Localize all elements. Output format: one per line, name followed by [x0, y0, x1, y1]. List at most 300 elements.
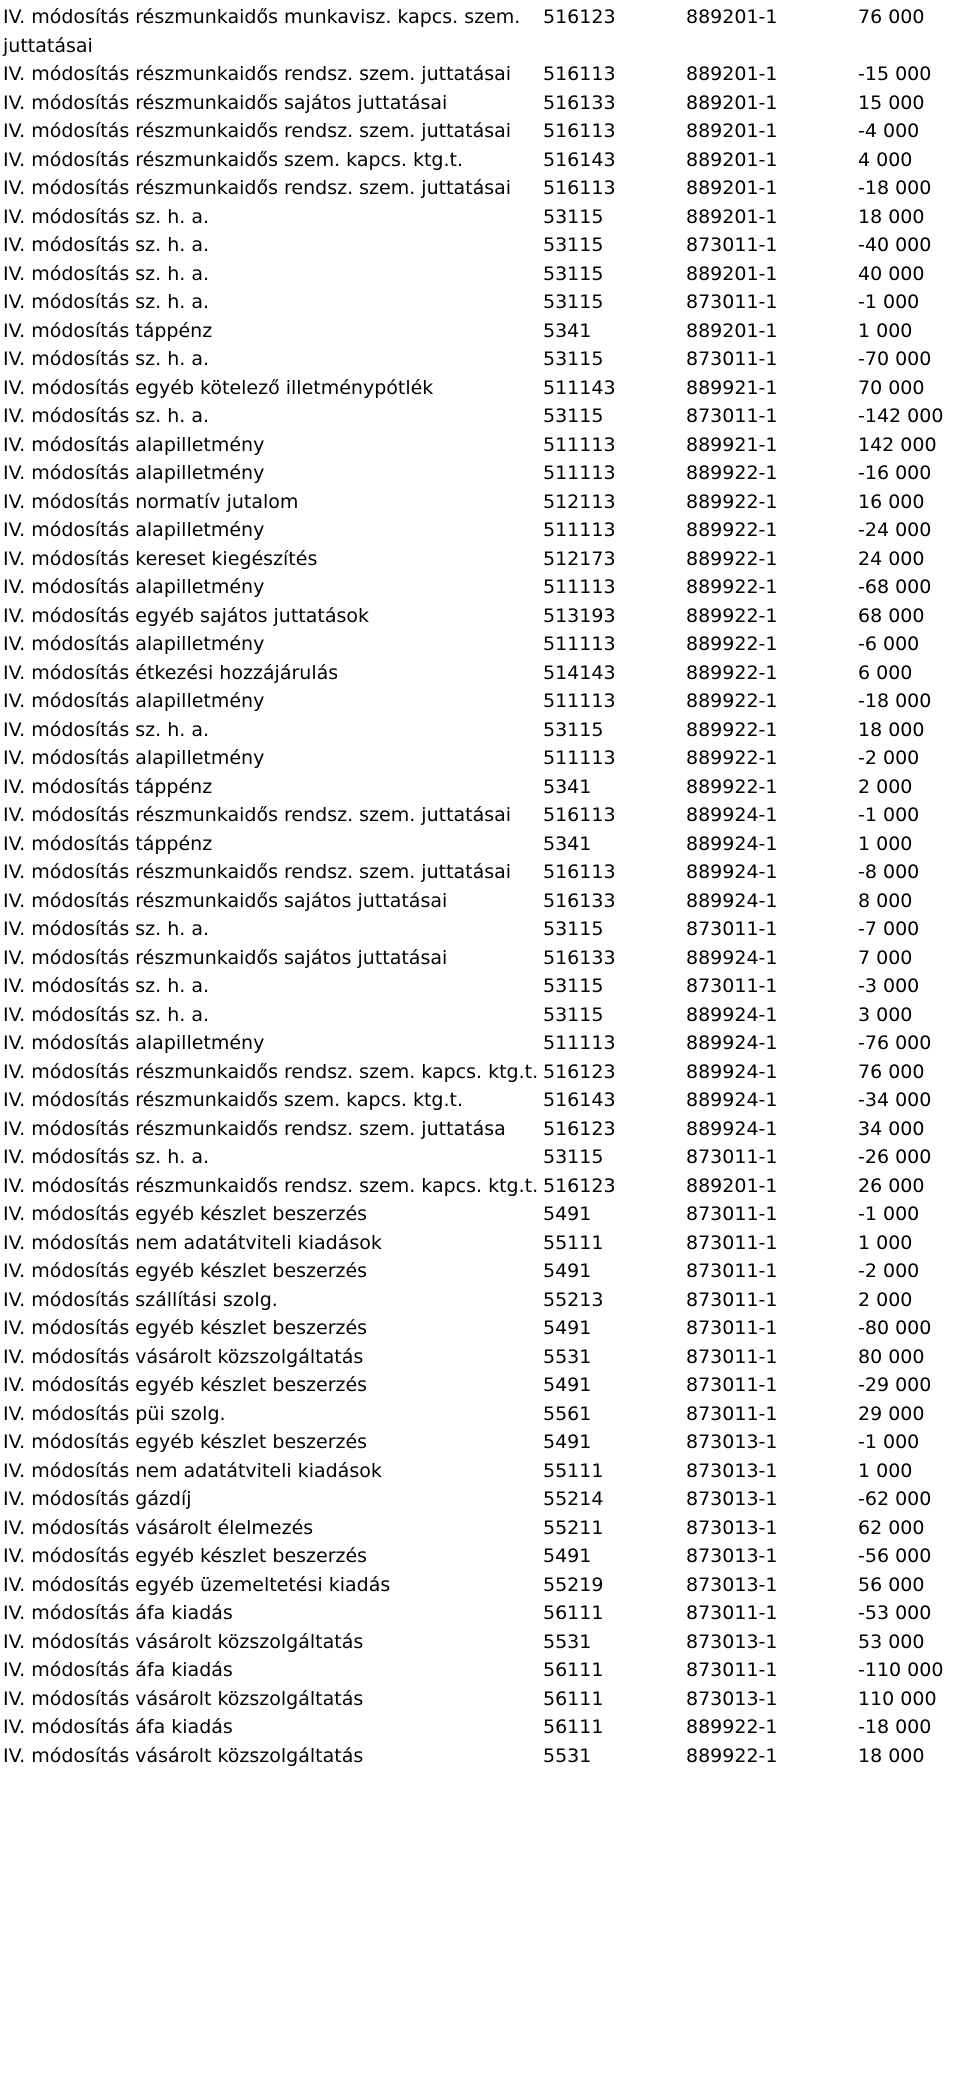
row-amount: -142 000	[858, 405, 944, 427]
row-account-code: 511113	[543, 519, 616, 541]
row-amount: -3 000	[858, 975, 920, 997]
row-function-code: 889922-1	[686, 661, 778, 684]
row-amount: -2 000	[858, 1260, 920, 1282]
row-account-code: 53115	[543, 718, 604, 741]
row-account-code: 511113	[543, 690, 616, 712]
row-amount: 4 000	[858, 148, 913, 171]
row-description: IV. módosítás alapilletmény	[3, 747, 265, 769]
row-amount: 53 000	[858, 1630, 925, 1653]
row-amount: -18 000	[858, 690, 932, 712]
table-row	[3, 1058, 960, 1087]
row-amount: -18 000	[858, 1716, 932, 1738]
row-description: IV. módosítás sz. h. a.	[3, 348, 210, 370]
row-function-code: 889922-1	[686, 547, 778, 570]
table-row	[3, 1457, 960, 1486]
row-function-code: 889201-1	[686, 63, 778, 85]
row-description: IV. módosítás szállítási szolg.	[3, 1288, 278, 1311]
table-row	[3, 744, 960, 773]
row-account-code: 511113	[543, 633, 616, 655]
row-function-code: 889201-1	[686, 177, 778, 199]
table-row	[3, 1029, 960, 1058]
row-function-code: 873011-1	[686, 1203, 778, 1225]
row-function-code: 889922-1	[686, 604, 778, 627]
row-description: IV. módosítás egyéb készlet beszerzés	[3, 1317, 368, 1339]
row-account-code: 53115	[543, 405, 604, 427]
row-amount: -1 000	[858, 804, 920, 826]
row-description: IV. módosítás részmunkaidős rendsz. szem. juttatásai	[3, 177, 512, 199]
row-function-code: 873011-1	[686, 1602, 778, 1624]
row-account-code: 53115	[543, 234, 604, 256]
table-row	[3, 402, 960, 431]
row-amount: 1 000	[858, 1231, 913, 1254]
row-amount: 70 000	[858, 376, 925, 399]
table-row	[3, 1172, 960, 1201]
row-account-code: 55214	[543, 1488, 604, 1510]
row-account-code: 5341	[543, 775, 592, 798]
row-description: IV. módosítás vásárolt közszolgáltatás	[3, 1345, 364, 1368]
row-account-code: 511113	[543, 576, 616, 598]
row-function-code: 889922-1	[686, 576, 778, 598]
row-description: IV. módosítás sz. h. a.	[3, 975, 210, 997]
table-row	[3, 459, 960, 488]
table-row	[3, 1371, 960, 1400]
table-row	[3, 288, 960, 317]
row-description: IV. módosítás vásárolt élelmezés	[3, 1516, 314, 1539]
row-description: IV. módosítás táppénz	[3, 832, 213, 855]
table-row	[3, 545, 960, 574]
row-account-code: 5341	[543, 319, 592, 342]
table-row	[3, 1200, 960, 1229]
row-function-code: 889922-1	[686, 462, 778, 484]
row-description: IV. módosítás alapilletmény	[3, 690, 265, 712]
row-function-code: 889922-1	[686, 747, 778, 769]
row-description: IV. módosítás egyéb készlet beszerzés	[3, 1374, 368, 1396]
row-description: IV. módosítás sz. h. a.	[3, 1146, 210, 1168]
table-row	[3, 203, 960, 232]
row-description: IV. módosítás részmunkaidős rendsz. szem. kapcs. ktg.t.	[3, 1174, 539, 1197]
row-amount: -76 000	[858, 1032, 932, 1054]
row-function-code: 873011-1	[686, 348, 778, 370]
row-amount: 3 000	[858, 1003, 913, 1026]
row-account-code: 53115	[543, 975, 604, 997]
row-function-code: 889924-1	[686, 889, 778, 912]
row-account-code: 55213	[543, 1288, 604, 1311]
row-account-code: 53115	[543, 1146, 604, 1168]
row-description: IV. módosítás egyéb üzemeltetési kiadás	[3, 1573, 391, 1596]
row-function-code: 889924-1	[686, 1117, 778, 1140]
row-description: IV. módosítás egyéb készlet beszerzés	[3, 1545, 368, 1567]
table-row	[3, 89, 960, 118]
row-account-code: 56111	[543, 1602, 604, 1624]
row-function-code: 889201-1	[686, 205, 778, 228]
row-amount: -62 000	[858, 1488, 932, 1510]
row-account-code: 516113	[543, 804, 616, 826]
row-function-code: 889922-1	[686, 690, 778, 712]
row-description: IV. módosítás részmunkaidős rendsz. szem. juttatásai	[3, 120, 512, 142]
row-account-code: 56111	[543, 1659, 604, 1681]
row-description: IV. módosítás alapilletmény	[3, 519, 265, 541]
row-account-code: 5491	[543, 1545, 592, 1567]
table-row	[3, 630, 960, 659]
row-description: IV. módosítás vásárolt közszolgáltatás	[3, 1744, 364, 1767]
row-account-code: 53115	[543, 262, 604, 285]
table-row	[3, 60, 960, 89]
row-amount: 76 000	[858, 1060, 925, 1083]
table-row	[3, 1286, 960, 1315]
table-row	[3, 573, 960, 602]
row-amount: -15 000	[858, 63, 932, 85]
table-row	[3, 1086, 960, 1115]
row-amount: -1 000	[858, 1431, 920, 1453]
row-description: IV. módosítás részmunkaidős szem. kapcs. ktg.t.	[3, 1089, 464, 1111]
row-amount: -1 000	[858, 1203, 920, 1225]
table-row	[3, 488, 960, 517]
table-row	[3, 1599, 960, 1628]
row-amount: 7 000	[858, 946, 913, 969]
row-function-code: 873011-1	[686, 1146, 778, 1168]
table-row	[3, 117, 960, 146]
row-description: IV. módosítás részmunkaidős sajátos juttatásai	[3, 889, 448, 912]
row-description: IV. módosítás áfa kiadás	[3, 1716, 233, 1738]
row-account-code: 516123	[543, 1174, 616, 1197]
row-description: IV. módosítás normatív jutalom	[3, 490, 299, 513]
row-account-code: 5491	[543, 1374, 592, 1396]
table-row	[3, 801, 960, 830]
table-row	[3, 915, 960, 944]
table-row	[3, 1001, 960, 1030]
row-function-code: 889922-1	[686, 1744, 778, 1767]
budget-modification-list	[3, 3, 960, 1770]
table-row	[3, 3, 960, 60]
row-amount: 80 000	[858, 1345, 925, 1368]
row-amount: 1 000	[858, 832, 913, 855]
row-description: IV. módosítás áfa kiadás	[3, 1659, 233, 1681]
row-function-code: 889922-1	[686, 1716, 778, 1738]
row-account-code: 5341	[543, 832, 592, 855]
row-description: IV. módosítás sz. h. a.	[3, 1003, 210, 1026]
table-row	[3, 231, 960, 260]
row-function-code: 889924-1	[686, 1032, 778, 1054]
table-row	[3, 1742, 960, 1771]
row-description: IV. módosítás táppénz	[3, 775, 213, 798]
row-account-code: 55219	[543, 1573, 604, 1596]
row-description: IV. módosítás egyéb kötelező illetménypótlék	[3, 376, 434, 399]
row-function-code: 889922-1	[686, 490, 778, 513]
row-function-code: 889924-1	[686, 1089, 778, 1111]
row-amount: -2 000	[858, 747, 920, 769]
row-amount: 56 000	[858, 1573, 925, 1596]
row-description: IV. módosítás vásárolt közszolgáltatás	[3, 1687, 364, 1710]
row-function-code: 873013-1	[686, 1687, 778, 1710]
table-row	[3, 716, 960, 745]
row-description: IV. módosítás alapilletmény	[3, 1032, 265, 1054]
row-function-code: 889924-1	[686, 804, 778, 826]
table-row	[3, 1571, 960, 1600]
row-account-code: 516113	[543, 120, 616, 142]
row-function-code: 889924-1	[686, 1060, 778, 1083]
row-description: IV. módosítás sz. h. a.	[3, 405, 210, 427]
row-account-code: 512173	[543, 547, 616, 570]
row-amount: -53 000	[858, 1602, 932, 1624]
table-row	[3, 1314, 960, 1343]
row-function-code: 889921-1	[686, 433, 778, 456]
row-description: IV. módosítás egyéb készlet beszerzés	[3, 1260, 368, 1282]
row-amount: 18 000	[858, 718, 925, 741]
table-row	[3, 1143, 960, 1172]
row-amount: 62 000	[858, 1516, 925, 1539]
row-amount: 2 000	[858, 775, 913, 798]
row-function-code: 873011-1	[686, 405, 778, 427]
row-function-code: 873011-1	[686, 234, 778, 256]
row-account-code: 53115	[543, 291, 604, 313]
row-account-code: 5491	[543, 1203, 592, 1225]
table-row	[3, 1115, 960, 1144]
table-row	[3, 1485, 960, 1514]
row-function-code: 873013-1	[686, 1459, 778, 1482]
row-function-code: 873011-1	[686, 291, 778, 313]
row-account-code: 511113	[543, 462, 616, 484]
table-row	[3, 516, 960, 545]
row-function-code: 889201-1	[686, 91, 778, 114]
row-amount: -70 000	[858, 348, 932, 370]
row-account-code: 514143	[543, 661, 616, 684]
row-function-code: 889922-1	[686, 775, 778, 798]
row-account-code: 5531	[543, 1345, 592, 1368]
row-amount: -29 000	[858, 1374, 932, 1396]
table-row	[3, 773, 960, 802]
row-function-code: 873013-1	[686, 1630, 778, 1653]
row-account-code: 53115	[543, 918, 604, 940]
row-amount: -7 000	[858, 918, 920, 940]
row-amount: 2 000	[858, 1288, 913, 1311]
table-row	[3, 602, 960, 631]
row-amount: 18 000	[858, 205, 925, 228]
row-amount: 142 000	[858, 433, 937, 456]
row-amount: 110 000	[858, 1687, 937, 1710]
row-description: IV. módosítás részmunkaidős sajátos juttatásai	[3, 91, 448, 114]
row-function-code: 873011-1	[686, 1317, 778, 1339]
table-row	[3, 1400, 960, 1429]
row-function-code: 889201-1	[686, 148, 778, 171]
table-row	[3, 374, 960, 403]
row-amount: 29 000	[858, 1402, 925, 1425]
row-account-code: 516143	[543, 1089, 616, 1111]
table-row	[3, 1628, 960, 1657]
row-account-code: 516113	[543, 63, 616, 85]
row-function-code: 873011-1	[686, 918, 778, 940]
row-function-code: 889922-1	[686, 718, 778, 741]
row-amount: -1 000	[858, 291, 920, 313]
table-row	[3, 146, 960, 175]
row-description: IV. módosítás sz. h. a.	[3, 718, 210, 741]
row-function-code: 889201-1	[686, 6, 778, 28]
row-description: IV. módosítás áfa kiadás	[3, 1602, 233, 1624]
row-description: IV. módosítás egyéb készlet beszerzés	[3, 1203, 368, 1225]
row-amount: -34 000	[858, 1089, 932, 1111]
row-account-code: 516133	[543, 889, 616, 912]
table-row	[3, 1229, 960, 1258]
row-amount: 24 000	[858, 547, 925, 570]
row-amount: -26 000	[858, 1146, 932, 1168]
row-amount: 18 000	[858, 1744, 925, 1767]
table-row	[3, 972, 960, 1001]
row-account-code: 516133	[543, 91, 616, 114]
row-amount: -68 000	[858, 576, 932, 598]
row-account-code: 55211	[543, 1516, 604, 1539]
row-description: IV. módosítás részmunkaidős szem. kapcs. ktg.t.	[3, 148, 464, 171]
row-function-code: 873013-1	[686, 1573, 778, 1596]
row-account-code: 511113	[543, 747, 616, 769]
row-account-code: 513193	[543, 604, 616, 627]
row-description: IV. módosítás sz. h. a.	[3, 291, 210, 313]
row-account-code: 53115	[543, 1003, 604, 1026]
table-row	[3, 1542, 960, 1571]
row-function-code: 873011-1	[686, 975, 778, 997]
row-description: IV. módosítás sz. h. a.	[3, 918, 210, 940]
table-row	[3, 1257, 960, 1286]
row-description: IV. módosítás részmunkaidős munkavisz. kapcs. szem. juttatásai	[3, 6, 521, 57]
table-row	[3, 1685, 960, 1714]
row-description: IV. módosítás részmunkaidős rendsz. szem. kapcs. ktg.t.	[3, 1060, 539, 1083]
row-amount: 8 000	[858, 889, 913, 912]
table-row	[3, 687, 960, 716]
row-account-code: 56111	[543, 1716, 604, 1738]
row-function-code: 873013-1	[686, 1431, 778, 1453]
row-amount: 15 000	[858, 91, 925, 114]
row-description: IV. módosítás étkezési hozzájárulás	[3, 661, 339, 684]
row-account-code: 5491	[543, 1431, 592, 1453]
row-account-code: 511113	[543, 1032, 616, 1054]
row-function-code: 889924-1	[686, 832, 778, 855]
row-description: IV. módosítás nem adatátviteli kiadások	[3, 1231, 382, 1254]
row-function-code: 889921-1	[686, 376, 778, 399]
row-amount: 1 000	[858, 1459, 913, 1482]
table-row	[3, 1428, 960, 1457]
row-account-code: 516113	[543, 177, 616, 199]
row-function-code: 873011-1	[686, 1374, 778, 1396]
row-account-code: 5491	[543, 1317, 592, 1339]
row-amount: -40 000	[858, 234, 932, 256]
row-account-code: 511143	[543, 376, 616, 399]
row-function-code: 873013-1	[686, 1545, 778, 1567]
row-account-code: 53115	[543, 205, 604, 228]
row-amount: -80 000	[858, 1317, 932, 1339]
row-amount: -8 000	[858, 861, 920, 883]
row-amount: -56 000	[858, 1545, 932, 1567]
row-amount: -18 000	[858, 177, 932, 199]
row-description: IV. módosítás egyéb készlet beszerzés	[3, 1431, 368, 1453]
row-function-code: 873011-1	[686, 1288, 778, 1311]
row-function-code: 873011-1	[686, 1659, 778, 1681]
row-description: IV. módosítás részmunkaidős rendsz. szem. juttatása	[3, 1117, 506, 1140]
row-function-code: 873011-1	[686, 1260, 778, 1282]
row-account-code: 516113	[543, 861, 616, 883]
row-function-code: 889201-1	[686, 319, 778, 342]
row-description: IV. módosítás alapilletmény	[3, 433, 265, 456]
row-function-code: 889924-1	[686, 1003, 778, 1026]
row-function-code: 873011-1	[686, 1345, 778, 1368]
row-description: IV. módosítás kereset kiegészítés	[3, 547, 318, 570]
row-amount: 40 000	[858, 262, 925, 285]
table-row	[3, 887, 960, 916]
row-account-code: 55111	[543, 1231, 604, 1254]
row-account-code: 55111	[543, 1459, 604, 1482]
row-amount: 68 000	[858, 604, 925, 627]
row-function-code: 889924-1	[686, 946, 778, 969]
table-row	[3, 1713, 960, 1742]
row-description: IV. módosítás gázdíj	[3, 1488, 192, 1510]
row-amount: 34 000	[858, 1117, 925, 1140]
table-row	[3, 1656, 960, 1685]
row-account-code: 512113	[543, 490, 616, 513]
row-amount: 26 000	[858, 1174, 925, 1197]
row-account-code: 5531	[543, 1744, 592, 1767]
row-amount: -24 000	[858, 519, 932, 541]
row-amount: 76 000	[858, 6, 925, 28]
row-description: IV. módosítás részmunkaidős sajátos juttatásai	[3, 946, 448, 969]
row-description: IV. módosítás vásárolt közszolgáltatás	[3, 1630, 364, 1653]
row-amount: -110 000	[858, 1659, 944, 1681]
row-description: IV. módosítás alapilletmény	[3, 462, 265, 484]
row-function-code: 873013-1	[686, 1488, 778, 1510]
row-function-code: 873011-1	[686, 1231, 778, 1254]
row-description: IV. módosítás sz. h. a.	[3, 205, 210, 228]
table-row	[3, 944, 960, 973]
table-row	[3, 830, 960, 859]
row-function-code: 889924-1	[686, 861, 778, 883]
row-account-code: 53115	[543, 348, 604, 370]
row-amount: 16 000	[858, 490, 925, 513]
row-amount: 6 000	[858, 661, 913, 684]
row-description: IV. módosítás egyéb sajátos juttatások	[3, 604, 370, 627]
row-account-code: 516123	[543, 1117, 616, 1140]
row-account-code: 516143	[543, 148, 616, 171]
row-function-code: 889201-1	[686, 262, 778, 285]
row-description: IV. módosítás részmunkaidős rendsz. szem. juttatásai	[3, 861, 512, 883]
row-account-code: 511113	[543, 433, 616, 456]
row-description: IV. módosítás alapilletmény	[3, 633, 265, 655]
row-account-code: 516123	[543, 6, 616, 28]
row-amount: -4 000	[858, 120, 920, 142]
table-row	[3, 260, 960, 289]
row-description: IV. módosítás táppénz	[3, 319, 213, 342]
table-row	[3, 431, 960, 460]
table-row	[3, 174, 960, 203]
row-description: IV. módosítás sz. h. a.	[3, 262, 210, 285]
table-row	[3, 1514, 960, 1543]
table-row	[3, 1343, 960, 1372]
row-description: IV. módosítás sz. h. a.	[3, 234, 210, 256]
row-amount: 1 000	[858, 319, 913, 342]
row-function-code: 889201-1	[686, 120, 778, 142]
row-amount: -6 000	[858, 633, 920, 655]
table-row	[3, 317, 960, 346]
table-row	[3, 858, 960, 887]
row-description: IV. módosítás alapilletmény	[3, 576, 265, 598]
row-function-code: 889201-1	[686, 1174, 778, 1197]
row-description: IV. módosítás nem adatátviteli kiadások	[3, 1459, 382, 1482]
table-row	[3, 345, 960, 374]
row-description: IV. módosítás részmunkaidős rendsz. szem. juttatásai	[3, 63, 512, 85]
row-account-code: 516133	[543, 946, 616, 969]
row-function-code: 873011-1	[686, 1402, 778, 1425]
row-function-code: 889922-1	[686, 633, 778, 655]
row-description: IV. módosítás részmunkaidős rendsz. szem. juttatásai	[3, 804, 512, 826]
row-account-code: 5561	[543, 1402, 592, 1425]
row-function-code: 873013-1	[686, 1516, 778, 1539]
row-amount: -16 000	[858, 462, 932, 484]
row-account-code: 5491	[543, 1260, 592, 1282]
